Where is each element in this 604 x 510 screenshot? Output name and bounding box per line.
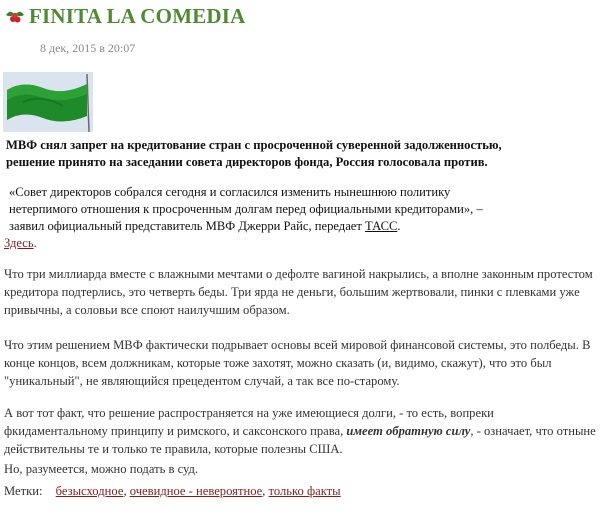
label-link-tolko-fakty[interactable]: только факты <box>268 484 341 498</box>
paragraph-3-start: А вот тот факт, что решение распространяется на уже имеющиеся долги, - то есть, вопреки фкидаментальному принципу и римского, и саксонского права, <box>4 406 494 438</box>
post-paragraph-1: Что три миллиарда вместе с влажными мечтами о дефолте вагиной накрылись, а вполне законным протестом кредитора подтерлись, это четверть беды. Три ярда не деньги, большим жертвовали, пинки с плевками уже привычны, а соловьи все споют наилучшим образом. <box>4 267 593 317</box>
post-labels <box>4 484 341 499</box>
quoted-news-image <box>3 72 507 232</box>
labels-title: Метки: <box>4 484 43 498</box>
quote-body <box>9 184 507 235</box>
label-separator: , <box>262 484 266 498</box>
source-line <box>4 236 37 251</box>
paragraph-3-emphasis: имеет обратную силу <box>346 424 471 438</box>
quote-body-text: «Совет директоров собрался сегодня и согласился изменить нынешнюю политику нетерпимого отношения к просроченным долгам перед официальными кредиторами», – заявил официальный представитель МВФ Джерри Райс, передает <box>9 185 483 233</box>
post-paragraph-4: Но, разумеется, можно подать в суд. <box>4 462 199 476</box>
source-link[interactable]: Здесь <box>4 236 34 250</box>
source-suffix: . <box>33 236 37 250</box>
label-separator: , <box>123 484 127 498</box>
blog-header <box>4 3 246 29</box>
blog-title[interactable]: FINITA LA COMEDIA <box>29 3 246 28</box>
post-paragraph-3 <box>4 404 600 458</box>
green-flag-image <box>3 72 93 132</box>
post-paragraph-2: Что этим решением МВФ фактически подрывает основы всей мировой финансовой системы, это полбеды. В конце концов, всем должникам, которые тоже захотят, можно сказать (и, видимо, скажут), что это был "уникальный", не являющийся прецедентом случай, а так все по-старому. <box>4 338 591 388</box>
quote-headline: МВФ снял запрет на кредитование стран с просроченной суверенной задолженностью, решение принято на заседании совета директоров фонда, Россия голосовала против. <box>6 138 502 169</box>
quote-source-name: ТАСС <box>365 219 398 233</box>
paragraph-3-end: , - означает, что отныне действительны те и только те правила, которые полезны США. <box>4 424 596 456</box>
quote-body-end: . <box>397 219 401 233</box>
post-date: 8 дек, 2015 в 20:07 <box>40 41 136 55</box>
label-link-bezyskhodnoe[interactable]: безысходное <box>55 484 124 498</box>
label-link-ochevidnoe[interactable]: очевидное - невероятное <box>129 484 263 498</box>
flag-photo <box>3 72 93 132</box>
holly-icon <box>4 7 26 25</box>
